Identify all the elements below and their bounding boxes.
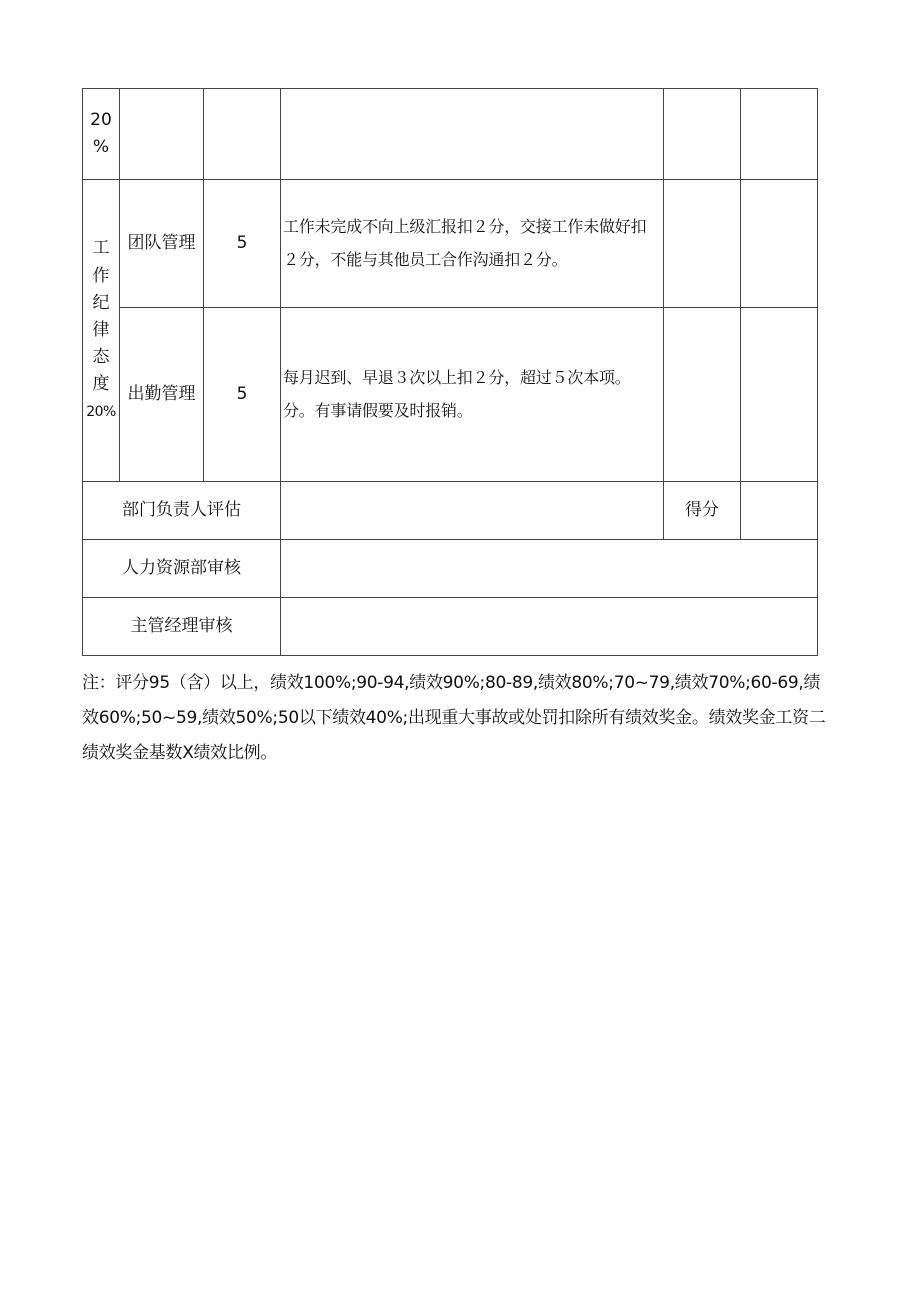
empty-cell [741, 180, 818, 308]
table-row [83, 598, 818, 656]
manager-review-label: 主管经理审核 [83, 598, 281, 656]
footnote: 注：评分95（含）以上，绩效100%;90-94,绩效90%;80-89,绩效80%;70~79,绩效70%;60-69,绩效60%;50~59,绩效50%;50以下绩效40%;出现重大事故或处罚扣除所有绩效奖金。绩效奖金工资二绩效奖金基数X绩效比例。 [82, 673, 826, 763]
empty-cell [664, 180, 741, 308]
table-row [83, 308, 818, 482]
hr-review-input-cell[interactable] [281, 540, 818, 598]
evaluation-table [82, 88, 818, 656]
category-work-discipline [83, 180, 120, 482]
score-label: 得分 [664, 482, 741, 540]
empty-cell [204, 89, 281, 180]
hr-review-label: 人力资源部审核 [83, 540, 281, 598]
empty-cell [120, 89, 204, 180]
empty-cell [664, 308, 741, 482]
table-row [83, 540, 818, 598]
item-description: 每月迟到、早退３次以上扣２分，超过５次本项。分。有事请假要及时报销。 [281, 308, 664, 482]
empty-cell [741, 308, 818, 482]
table-row [83, 482, 818, 540]
dept-head-label: 部门负责人评估 [83, 482, 281, 540]
manager-review-input-cell[interactable] [281, 598, 818, 656]
empty-cell [741, 89, 818, 180]
empty-cell [281, 89, 664, 180]
item-name: 团队管理 [120, 180, 204, 308]
score-input-cell[interactable] [741, 482, 818, 540]
item-score: 5 [204, 180, 281, 308]
dept-head-input-cell[interactable] [281, 482, 664, 540]
table-row [83, 180, 818, 308]
category-cell: 20 % [83, 89, 120, 180]
item-score: 5 [204, 308, 281, 482]
category-weight: 20% [86, 404, 116, 421]
category-label: 工 作 纪 律 态 度 [92, 238, 110, 395]
item-name: 出勤管理 [120, 308, 204, 482]
table-row [83, 89, 818, 180]
empty-cell [664, 89, 741, 180]
item-description: 工作未完成不向上级汇报扣２分，交接工作未做好扣２分，不能与其他员工合作沟通扣２分。 [281, 180, 664, 308]
